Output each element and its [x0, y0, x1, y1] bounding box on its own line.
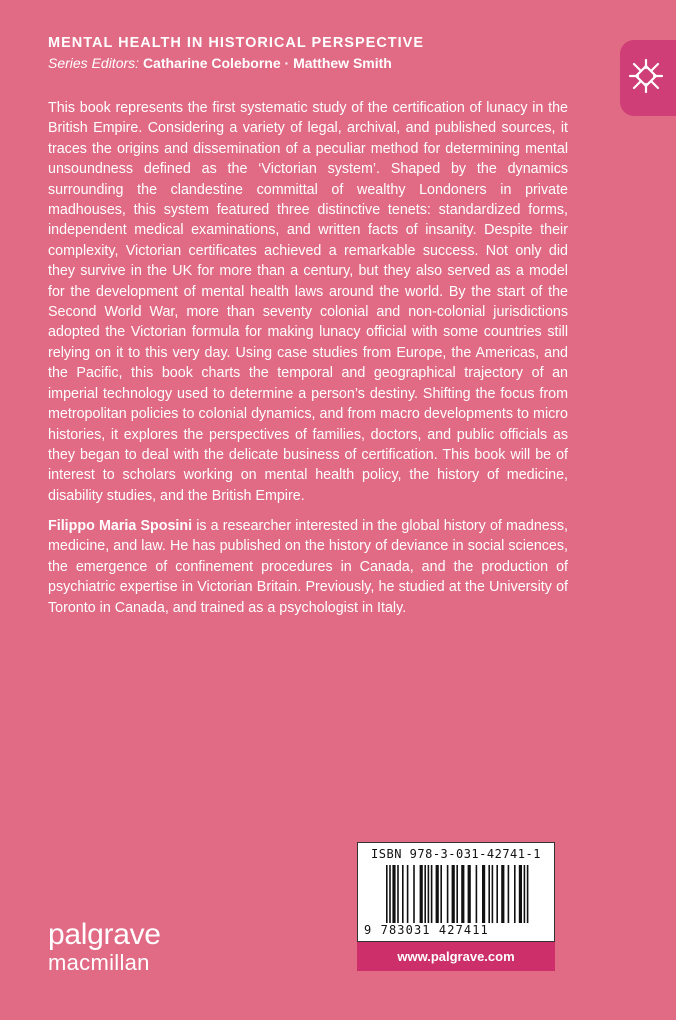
publisher-logo [48, 920, 161, 976]
barcode-bar [420, 865, 423, 923]
barcode-bar [492, 865, 494, 923]
barcode-bar [476, 865, 478, 923]
series-title: MENTAL HEALTH IN HISTORICAL PERSPECTIVE [48, 35, 425, 51]
barcode-bar [508, 865, 510, 923]
barcode-bar [501, 865, 504, 923]
barcode-bar [402, 865, 404, 923]
barcode-bar [468, 865, 471, 923]
barcode-bar [488, 865, 490, 923]
publisher-badge [620, 40, 676, 116]
barcode-bars [386, 865, 530, 923]
barcode-bar [413, 865, 415, 923]
barcode-bar [428, 865, 430, 923]
barcode-bar [392, 865, 395, 923]
barcode-bar [527, 865, 529, 923]
isbn-digits: 9 783031 427411 [364, 923, 489, 937]
series-editors [48, 53, 424, 73]
barcode-bar [440, 865, 442, 923]
barcode-bar [461, 865, 464, 923]
isbn-barcode [357, 842, 555, 942]
author-bio-text: is a researcher interested in the global history of madness, medicine, and law. He has published on the history of deviance in social sciences, the emergence of confinement procedures in Canada, and the production of psychiatric expertise in Victorian Britain. Previously, he studied at the University of Toronto in Canada, and trained as a psychologist in Italy. [48, 518, 568, 616]
barcode-bar [436, 865, 439, 923]
barcode-bar [397, 865, 399, 923]
palgrave-flower-icon [626, 56, 666, 96]
author-name: Filippo Maria Sposini [48, 518, 193, 534]
barcode-bar [482, 865, 485, 923]
barcode-bar [424, 865, 426, 923]
logo-palgrave: palgrave [48, 918, 161, 951]
barcode-bar [496, 865, 498, 923]
barcode-bar [456, 865, 458, 923]
series-editors-names: Catharine Coleborne · Matthew Smith [142, 55, 392, 71]
barcode-bar [407, 865, 409, 923]
publisher-url[interactable]: www.palgrave.com [357, 942, 555, 971]
book-description: This book represents the first systematic study of the certification of lunacy in the British Empire. Considering a variety of legal, archival, and published sources, it traces the origins and dissemination of a peculiar method for determining mental unsoundness defined as the ‘Victorian system’. Shaped by the dynamics surrounding the clandestine committal of wealthy Londoners in private madhouses, this system featured three distinctive tenets: standardized forms, independent medical examinations, and written facts of insanity. Despite their complexity, Victorian certificates achieved a remarkable success. Not only did they survive in the UK for more than a century, but they also served as a model for the development of mental health laws around the world. By the start of the Second World War, more than seventy colonial and non-colonial jurisdictions adopted the Victorian formula for making lunacy official with some countries still relying on it to this very day. Using case studies from Europe, the Americas, and the Pacific, this book charts the temporal and geographical trajectory of an imperial technology used to determine a person’s destiny. Shifting the focus from metropolitan policies to colonial dynamics, and from macro developments to micro histories, it explores the perspectives of families, doctors, and public officials as they began to deal with the delicate business of certification. This book will be of interest to scholars working on mental health policy, the history of medicine, disability studies, and the British Empire. [48, 100, 568, 504]
barcode-bar [447, 865, 449, 923]
barcode-bar [386, 865, 388, 923]
barcode-bar [524, 865, 526, 923]
barcode-bar [514, 865, 516, 923]
barcode-bar [389, 865, 391, 923]
barcode-bar [452, 865, 455, 923]
isbn-label: ISBN 978-3-031-42741-1 [371, 847, 541, 861]
barcode-bar [519, 865, 522, 923]
barcode-bar [431, 865, 433, 923]
series-editors-label: Series Editors: [48, 55, 140, 71]
author-bio [48, 516, 568, 618]
logo-macmillan: macmillan [48, 950, 150, 975]
series-header [48, 34, 424, 73]
